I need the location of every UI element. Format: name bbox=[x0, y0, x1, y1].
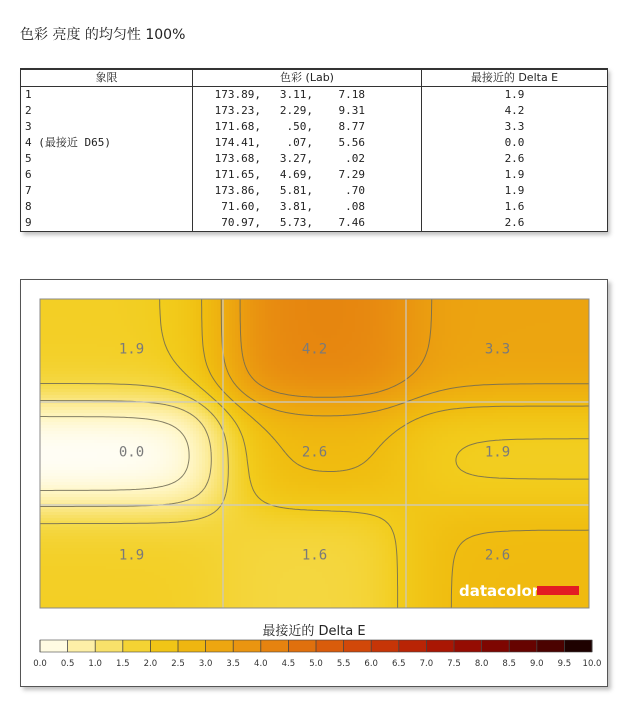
datacolor-logo-bar bbox=[537, 586, 579, 595]
cell-delta-e: 2.6 bbox=[422, 151, 608, 167]
cell-value-label: 1.9 bbox=[119, 342, 144, 358]
cell-quadrant: 1 bbox=[21, 87, 193, 104]
lab-b: 7.29 bbox=[313, 167, 365, 183]
cell-quadrant: 4 (最接近 D65) bbox=[21, 135, 193, 151]
cell-lab bbox=[193, 119, 422, 135]
color-scale-swatch bbox=[482, 640, 510, 652]
header-lab: 色彩 (Lab) bbox=[193, 69, 422, 87]
cell-lab bbox=[193, 103, 422, 119]
scale-tick-label: 3.5 bbox=[226, 659, 240, 669]
lab-a: 3.27, bbox=[261, 151, 313, 167]
lab-a: .07, bbox=[261, 135, 313, 151]
scale-tick-label: 10.0 bbox=[583, 659, 602, 669]
lab-a: 4.69, bbox=[261, 167, 313, 183]
cell-delta-e: 3.3 bbox=[422, 119, 608, 135]
heatmap-panel bbox=[20, 279, 608, 687]
scale-tick-label: 1.0 bbox=[88, 659, 102, 669]
cell-lab bbox=[193, 151, 422, 167]
cell-lab bbox=[193, 167, 422, 183]
color-scale-swatch bbox=[68, 640, 96, 652]
scale-tick-label: 8.5 bbox=[502, 659, 516, 669]
table-row bbox=[21, 199, 608, 215]
legend-title: 最接近的 Delta E bbox=[262, 623, 365, 639]
scale-tick-label: 7.0 bbox=[420, 659, 434, 669]
color-scale-swatch bbox=[40, 640, 68, 652]
cell-value-label: 1.6 bbox=[302, 548, 327, 564]
cell-quadrant: 2 bbox=[21, 103, 193, 119]
lab-l: 171.68, bbox=[197, 119, 261, 135]
cell-lab bbox=[193, 199, 422, 215]
scale-tick-label: 4.0 bbox=[254, 659, 268, 669]
datacolor-logo: datacolor bbox=[459, 582, 540, 600]
cell-delta-e: 4.2 bbox=[422, 103, 608, 119]
scale-tick-label: 5.0 bbox=[309, 659, 323, 669]
table-row bbox=[21, 103, 608, 119]
cell-delta-e: 1.6 bbox=[422, 199, 608, 215]
lab-l: 173.68, bbox=[197, 151, 261, 167]
color-scale-swatch bbox=[178, 640, 206, 652]
color-scale-swatch bbox=[95, 640, 123, 652]
scale-tick-label: 6.0 bbox=[364, 659, 378, 669]
cell-delta-e: 1.9 bbox=[422, 87, 608, 104]
cell-lab bbox=[193, 87, 422, 104]
color-scale-swatch bbox=[316, 640, 344, 652]
color-scale-swatch bbox=[399, 640, 427, 652]
lab-b: .02 bbox=[313, 151, 365, 167]
lab-b: .08 bbox=[313, 199, 365, 215]
cell-value-label: 2.6 bbox=[302, 445, 327, 461]
scale-tick-label: 5.5 bbox=[337, 659, 351, 669]
color-scale-swatch bbox=[123, 640, 151, 652]
lab-b: .70 bbox=[313, 183, 365, 199]
cell-value-label: 1.9 bbox=[119, 548, 144, 564]
color-scale-swatch bbox=[344, 640, 372, 652]
lab-a: 3.81, bbox=[261, 199, 313, 215]
scale-tick-label: 0.5 bbox=[61, 659, 75, 669]
scale-tick-label: 9.5 bbox=[558, 659, 572, 669]
lab-a: 5.73, bbox=[261, 215, 313, 231]
color-scale-swatch bbox=[206, 640, 234, 652]
scale-tick-label: 0.0 bbox=[33, 659, 47, 669]
lab-a: 3.11, bbox=[261, 87, 313, 103]
color-scale-swatch bbox=[288, 640, 316, 652]
header-delta-e: 最接近的 Delta E bbox=[422, 69, 608, 87]
color-scale-swatch bbox=[537, 640, 565, 652]
cell-value-label: 3.3 bbox=[485, 342, 510, 358]
color-scale-swatch bbox=[233, 640, 261, 652]
cell-value-label: 2.6 bbox=[485, 548, 510, 564]
scale-tick-label: 6.5 bbox=[392, 659, 406, 669]
color-scale-swatch bbox=[426, 640, 454, 652]
scale-tick-label: 1.5 bbox=[116, 659, 130, 669]
lab-l: 70.97, bbox=[197, 215, 261, 231]
scale-tick-label: 9.0 bbox=[530, 659, 544, 669]
cell-quadrant: 8 bbox=[21, 199, 193, 215]
lab-l: 171.65, bbox=[197, 167, 261, 183]
color-scale-swatch bbox=[371, 640, 399, 652]
page-title: 色彩 亮度 的均匀性 100% bbox=[20, 24, 185, 44]
color-scale-swatch bbox=[150, 640, 178, 652]
cell-quadrant: 3 bbox=[21, 119, 193, 135]
table-row bbox=[21, 151, 608, 167]
lab-b: 7.18 bbox=[313, 87, 365, 103]
cell-lab bbox=[193, 183, 422, 199]
uniformity-table bbox=[20, 68, 607, 232]
lab-b: 5.56 bbox=[313, 135, 365, 151]
lab-l: 173.23, bbox=[197, 103, 261, 119]
color-scale-swatch bbox=[509, 640, 537, 652]
lab-a: .50, bbox=[261, 119, 313, 135]
scale-tick-label: 2.5 bbox=[171, 659, 185, 669]
table-row bbox=[21, 135, 608, 151]
cell-delta-e: 2.6 bbox=[422, 215, 608, 232]
cell-delta-e: 1.9 bbox=[422, 167, 608, 183]
cell-quadrant: 9 bbox=[21, 215, 193, 232]
lab-a: 5.81, bbox=[261, 183, 313, 199]
scale-tick-label: 8.0 bbox=[475, 659, 489, 669]
scale-tick-label: 2.0 bbox=[144, 659, 158, 669]
cell-quadrant: 5 bbox=[21, 151, 193, 167]
color-scale-swatch bbox=[261, 640, 289, 652]
table-row bbox=[21, 167, 608, 183]
scale-tick-label: 3.0 bbox=[199, 659, 213, 669]
table-header-row bbox=[21, 69, 608, 87]
heatmap-chart bbox=[21, 280, 607, 686]
lab-a: 2.29, bbox=[261, 103, 313, 119]
cell-delta-e: 1.9 bbox=[422, 183, 608, 199]
cell-quadrant: 6 bbox=[21, 167, 193, 183]
lab-l: 173.86, bbox=[197, 183, 261, 199]
lab-l: 71.60, bbox=[197, 199, 261, 215]
lab-l: 174.41, bbox=[197, 135, 261, 151]
table-row bbox=[21, 87, 608, 104]
cell-quadrant: 7 bbox=[21, 183, 193, 199]
scale-tick-label: 7.5 bbox=[447, 659, 461, 669]
cell-value-label: 1.9 bbox=[485, 445, 510, 461]
lab-b: 9.31 bbox=[313, 103, 365, 119]
cell-delta-e: 0.0 bbox=[422, 135, 608, 151]
color-scale-swatch bbox=[564, 640, 592, 652]
cell-value-label: 4.2 bbox=[302, 342, 327, 358]
cell-lab bbox=[193, 135, 422, 151]
table-row bbox=[21, 183, 608, 199]
scale-tick-label: 4.5 bbox=[282, 659, 296, 669]
color-scale-swatch bbox=[454, 640, 482, 652]
table-row bbox=[21, 119, 608, 135]
lab-b: 8.77 bbox=[313, 119, 365, 135]
cell-lab bbox=[193, 215, 422, 232]
lab-b: 7.46 bbox=[313, 215, 365, 231]
cell-value-label: 0.0 bbox=[119, 445, 144, 461]
lab-l: 173.89, bbox=[197, 87, 261, 103]
header-quadrant: 象限 bbox=[21, 69, 193, 87]
table-row bbox=[21, 215, 608, 232]
